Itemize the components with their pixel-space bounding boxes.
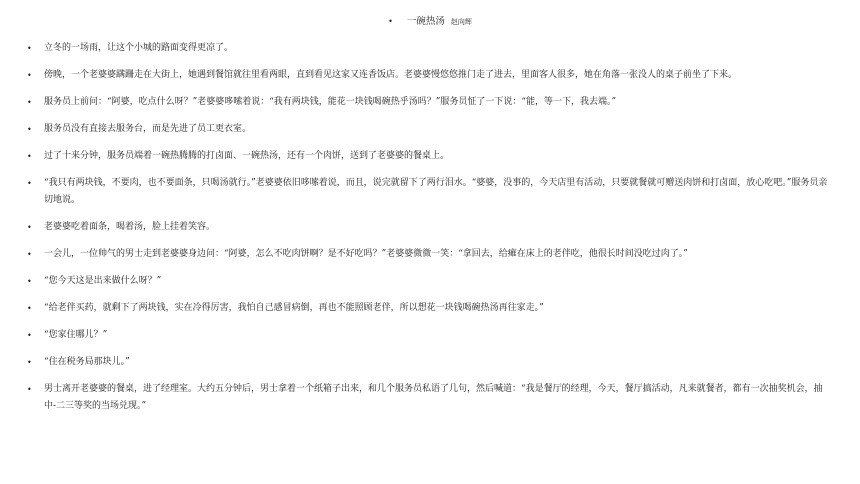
paragraph-text: 过了十来分钟，服务员端着一碗热腾腾的打卤面、一碗热汤，还有一个肉饼，送到了老婆婆的餐桌上。 [44,151,450,161]
paragraph-text: 一会儿，一位帅气的男士走到老婆婆身边问：“阿婆，怎么不吃肉饼啊？是不好吃吗？”老婆婆微微一笑：“拿回去，给瘫在床上的老伴吃，他很长时间没吃过肉了。” [44,249,688,259]
paragraph-text: 老婆婆吃着面条，喝着汤，脸上挂着笑容。 [44,222,216,232]
list-item [0,246,860,263]
list-item [0,300,860,317]
list-item [0,175,860,209]
bullet-icon: • [27,358,32,367]
list-item [0,121,860,138]
list-item [0,327,860,344]
bullet-icon: • [27,71,32,80]
paragraph-text: 服务员没有直接去服务台，而是先进了员工更衣室。 [44,124,252,134]
bullet-icon: • [27,304,32,313]
list-item [0,381,860,415]
bullet-icon: • [27,98,32,107]
paragraph-text: “我只有两块钱，不要肉，也不要面条，只喝汤就行。”老婆婆依旧哆嗦着说，而且，说完就留下了两行泪水。“婆婆，没事的，今天店里有活动，只要就餐就可赠送肉饼和打卤面，放心吃吧。”服务员亲切地说。 [44,178,828,205]
bullet-icon: • [27,250,32,259]
title-row [0,15,860,29]
list-item [0,273,860,290]
list-item [0,148,860,165]
bullet-icon: • [27,385,32,394]
title-bullet: • [388,17,393,26]
bullet-icon: • [27,179,32,188]
paragraph-text: 服务员上前问：“阿婆，吃点什么呀？”老婆婆哆嗦着说：“我有两块钱，能花一块钱喝碗热乎汤吗？”服务员怔了一下说：“能，等一下，我去端。” [44,97,617,107]
bullet-icon: • [27,331,32,340]
paragraph-text: “住在税务局那块儿。” [44,357,130,367]
paragraph-text: 傍晚，一个老婆婆蹒跚走在大街上，她遇到餐馆就往里看两眼，直到看见这家又连香饭店。老婆婆慢悠悠推门走了进去，里面客人很多，她在角落一张没人的桌子前坐了下来。 [44,70,738,80]
list-item [0,67,860,84]
bullet-icon: • [27,223,32,232]
bullet-icon: • [27,152,32,161]
article-title: 一碗热汤 [406,16,445,27]
paragraph-list [0,40,860,425]
author-name: 赵向辉 [450,18,472,26]
bullet-icon: • [27,125,32,134]
paragraph-text: 男士离开老婆婆的餐桌，进了经理室。大约五分钟后，男士拿着一个纸箱子出来，和几个服务员私语了几句，然后喊道：“我是餐厅的经理，今天，餐厅搞活动，凡来就餐者，都有一次抽奖机会，抽中-二三等奖的当场兑现。” [44,384,823,411]
list-item [0,354,860,371]
paragraph-text: “给老伴买药，就剩下了两块钱，实在冷得厉害，我怕自己感冒病倒，再也不能照顾老伴，所以想花一块钱喝碗热汤再往家走。” [44,303,544,313]
list-item [0,40,860,57]
bullet-icon: • [27,277,32,286]
bullet-icon: • [27,44,32,53]
paragraph-text: “您今天这是出来做什么呀？” [44,276,162,286]
list-item [0,219,860,236]
list-item [0,94,860,111]
paragraph-text: “您家住哪儿？” [44,330,108,340]
paragraph-text: 立冬的一场雨，让这个小城的路面变得更凉了。 [44,43,234,53]
